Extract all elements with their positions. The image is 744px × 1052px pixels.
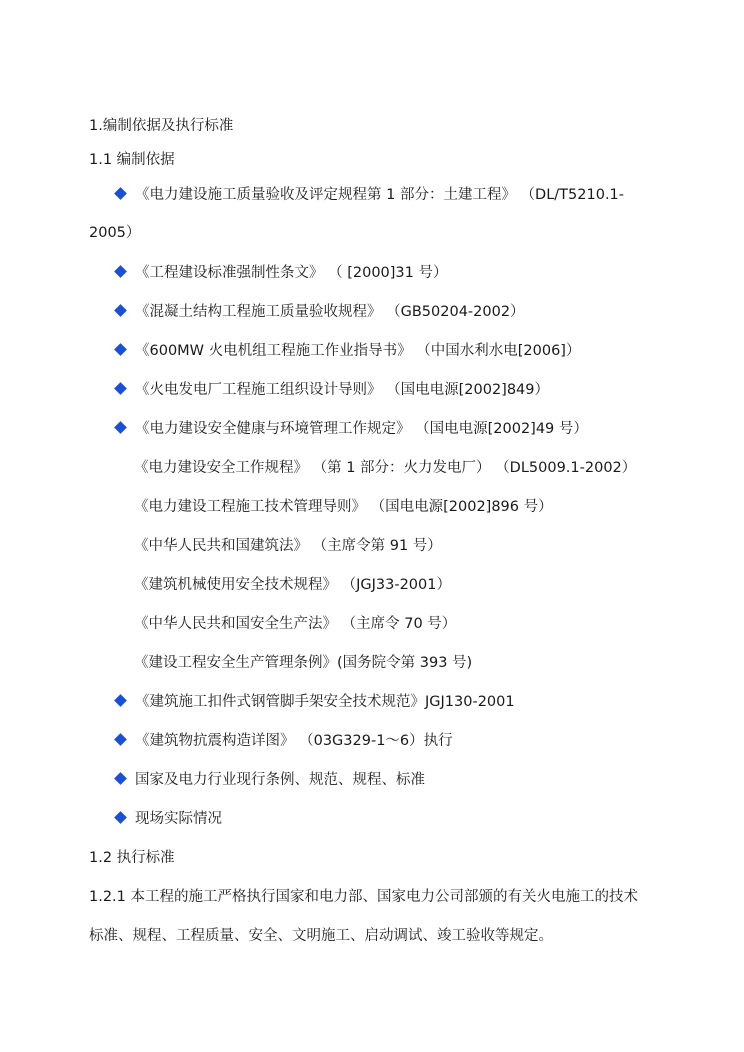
list-item: 《中华人民共和国安全生产法》 （主席令 70 号） — [134, 616, 457, 632]
list-item: 《建筑物抗震构造详图》 （03G329-1～6）执行 — [116, 731, 453, 751]
diamond-bullet-icon — [114, 811, 127, 824]
diamond-bullet-icon — [114, 304, 127, 317]
diamond-bullet-icon — [114, 421, 127, 434]
list-item: 《电力建设安全健康与环境管理工作规定》 （国电电源[2002]49 号） — [116, 419, 588, 439]
paragraph-line: 1.2.1 本工程的施工严格执行国家和电力部、国家电力公司部颁的有关火电施工的技术 — [89, 889, 639, 905]
section-heading-1: 1.编制依据及执行标准 — [89, 118, 234, 134]
list-item: 《电力建设安全工作规程》 （第 1 部分：火力发电厂） （DL5009.1-2002） — [134, 460, 637, 476]
paragraph-line: 标准、规程、工程质量、安全、文明施工、启动调试、竣工验收等规定。 — [89, 928, 553, 944]
list-item: 《建筑施工扣件式钢管脚手架安全技术规范》JGJ130-2001 — [116, 692, 515, 712]
list-item-continuation: 2005） — [89, 225, 141, 241]
list-item: 《600MW 火电机组工程施工作业指导书》 （中国水利水电[2006]） — [116, 341, 580, 361]
diamond-bullet-icon — [114, 265, 127, 278]
section-heading-1-1: 1.1 编制依据 — [89, 152, 175, 168]
list-item: 现场实际情况 — [116, 809, 222, 829]
section-heading-1-2: 1.2 执行标准 — [89, 850, 175, 866]
list-item: 《中华人民共和国建筑法》 （主席令第 91 号） — [134, 538, 442, 554]
diamond-bullet-icon — [114, 772, 127, 785]
list-item: 《电力建设施工质量验收及评定规程第 1 部分：土建工程》 （DL/T5210.1- — [116, 185, 624, 205]
list-item: 《电力建设工程施工技术管理导则》 （国电电源[2002]896 号） — [134, 499, 553, 515]
diamond-bullet-icon — [114, 382, 127, 395]
list-item: 《工程建设标准强制性条文》 （ [2000]31 号） — [116, 263, 448, 283]
list-item: 《混凝土结构工程施工质量验收规程》 （GB50204-2002） — [116, 302, 525, 322]
diamond-bullet-icon — [114, 733, 127, 746]
diamond-bullet-icon — [114, 343, 127, 356]
list-item: 《建设工程安全生产管理条例》(国务院令第 393 号) — [134, 655, 473, 671]
diamond-bullet-icon — [114, 187, 127, 200]
list-item: 《火电发电厂工程施工组织设计导则》 （国电电源[2002]849） — [116, 380, 549, 400]
list-item: 《建筑机械使用安全技术规程》 （JGJ33-2001） — [134, 577, 451, 593]
diamond-bullet-icon — [114, 694, 127, 707]
list-item: 国家及电力行业现行条例、规范、规程、标准 — [116, 770, 425, 790]
